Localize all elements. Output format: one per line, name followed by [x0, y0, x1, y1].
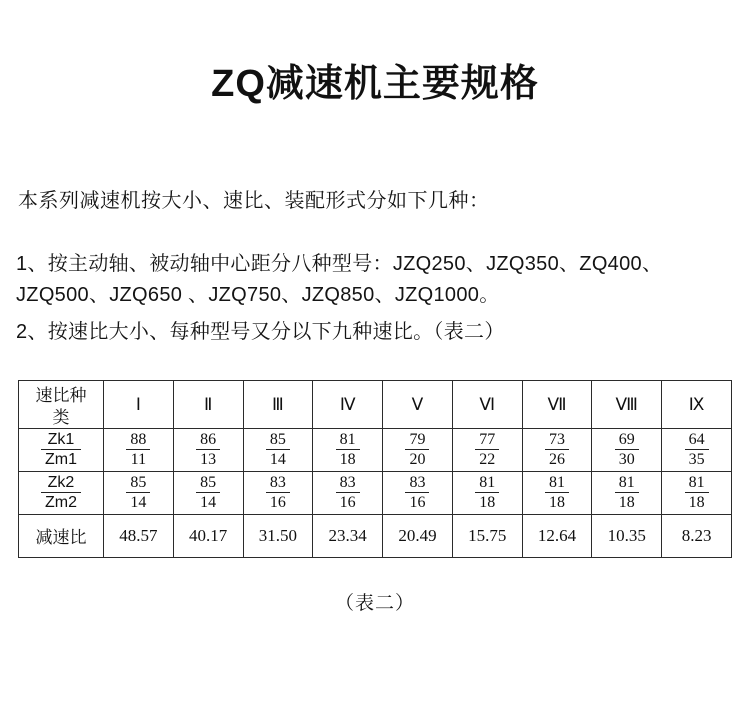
cell-denominator: 26 [548, 451, 565, 469]
table-cell: 48.57 [104, 514, 174, 557]
spec-table-wrapper [18, 380, 732, 558]
cell-numerator: 81 [685, 474, 709, 494]
paragraph-2: 2、按速比大小、每种型号又分以下九种速比。（表二） [16, 321, 505, 344]
cell-numerator: 83 [266, 474, 290, 494]
table-cell [243, 471, 313, 514]
cell-denominator: 20 [409, 451, 426, 469]
table-cell [452, 471, 522, 514]
cell-denominator: 11 [130, 451, 147, 469]
cell-denominator: 18 [548, 494, 565, 512]
column-header: Ⅷ [592, 381, 662, 429]
cell-numerator: 64 [685, 431, 709, 451]
table-cell [522, 471, 592, 514]
column-header: Ⅶ [522, 381, 592, 429]
table-cell [383, 428, 453, 471]
cell-numerator: 85 [196, 474, 220, 494]
cell-numerator: 85 [126, 474, 150, 494]
cell-numerator: 81 [336, 431, 360, 451]
table-cell [243, 428, 313, 471]
table-header-row [19, 381, 732, 429]
page-title: ZQ减速机主要规格 [211, 63, 539, 105]
cell-denominator: 18 [479, 494, 496, 512]
table-caption: （表二） [334, 592, 415, 614]
table-row [19, 428, 732, 471]
table-cell [383, 471, 453, 514]
table-cell: 15.75 [452, 514, 522, 557]
cell-denominator: 18 [688, 494, 705, 512]
intro-text: 本系列减速机按大小、速比、装配形式分如下几种： [18, 190, 490, 213]
cell-numerator: 73 [545, 431, 569, 451]
table-cell [173, 471, 243, 514]
table-cell: 8.23 [662, 514, 732, 557]
cell-numerator: 85 [266, 431, 290, 451]
table-cell [522, 428, 592, 471]
table-cell: 10.35 [592, 514, 662, 557]
cell-denominator: 14 [130, 494, 147, 512]
cell-numerator: 81 [545, 474, 569, 494]
cell-denominator: 16 [269, 494, 286, 512]
cell-numerator: 83 [336, 474, 360, 494]
row-label-zk2 [19, 471, 104, 514]
table-cell [592, 428, 662, 471]
table-cell [592, 471, 662, 514]
table-cell [313, 471, 383, 514]
table-row-reduction-ratio [19, 514, 732, 557]
cell-denominator: 18 [618, 494, 635, 512]
cell-numerator: 77 [475, 431, 499, 451]
column-header: Ⅴ [383, 381, 453, 429]
table-corner-header [19, 381, 104, 429]
table-cell [313, 428, 383, 471]
row-label-denominator: Zm2 [45, 494, 77, 512]
row-label-zk1 [19, 428, 104, 471]
table-cell: 12.64 [522, 514, 592, 557]
spec-table [18, 380, 732, 558]
column-header: Ⅵ [452, 381, 522, 429]
cell-denominator: 30 [618, 451, 635, 469]
cell-denominator: 14 [269, 451, 286, 469]
cell-numerator: 88 [126, 431, 150, 451]
cell-numerator: 69 [615, 431, 639, 451]
corner-line-1: 速比种 [35, 386, 87, 406]
table-cell [452, 428, 522, 471]
table-cell [104, 428, 174, 471]
table-cell: 23.34 [313, 514, 383, 557]
row-label-numerator: Zk1 [41, 431, 81, 451]
column-header: Ⅱ [173, 381, 243, 429]
column-header: Ⅰ [104, 381, 174, 429]
cell-numerator: 81 [475, 474, 499, 494]
cell-denominator: 22 [479, 451, 496, 469]
column-header: Ⅲ [243, 381, 313, 429]
row-label-numerator: Zk2 [41, 474, 81, 494]
cell-numerator: 81 [615, 474, 639, 494]
table-cell [104, 471, 174, 514]
table-cell [662, 428, 732, 471]
table-cell [173, 428, 243, 471]
corner-line-2: 类 [52, 407, 70, 427]
row-label-reduction-ratio: 减速比 [19, 514, 104, 557]
row-label-denominator: Zm1 [45, 451, 77, 469]
column-header: Ⅸ [662, 381, 732, 429]
cell-denominator: 35 [688, 451, 705, 469]
cell-denominator: 16 [409, 494, 426, 512]
cell-numerator: 79 [405, 431, 429, 451]
document-page [0, 52, 750, 702]
table-cell: 40.17 [173, 514, 243, 557]
cell-denominator: 16 [339, 494, 356, 512]
cell-numerator: 86 [196, 431, 220, 451]
cell-denominator: 18 [339, 451, 356, 469]
cell-numerator: 83 [405, 474, 429, 494]
table-row [19, 471, 732, 514]
cell-denominator: 14 [200, 494, 217, 512]
paragraph-1: 1、按主动轴、被动轴中心距分八种型号：JZQ250、JZQ350、ZQ400、JZQ500、JZQ650 、JZQ750、JZQ850、JZQ1000。 [16, 253, 663, 307]
table-cell: 20.49 [383, 514, 453, 557]
table-cell: 31.50 [243, 514, 313, 557]
column-header: Ⅳ [313, 381, 383, 429]
cell-denominator: 13 [200, 451, 217, 469]
table-cell [662, 471, 732, 514]
